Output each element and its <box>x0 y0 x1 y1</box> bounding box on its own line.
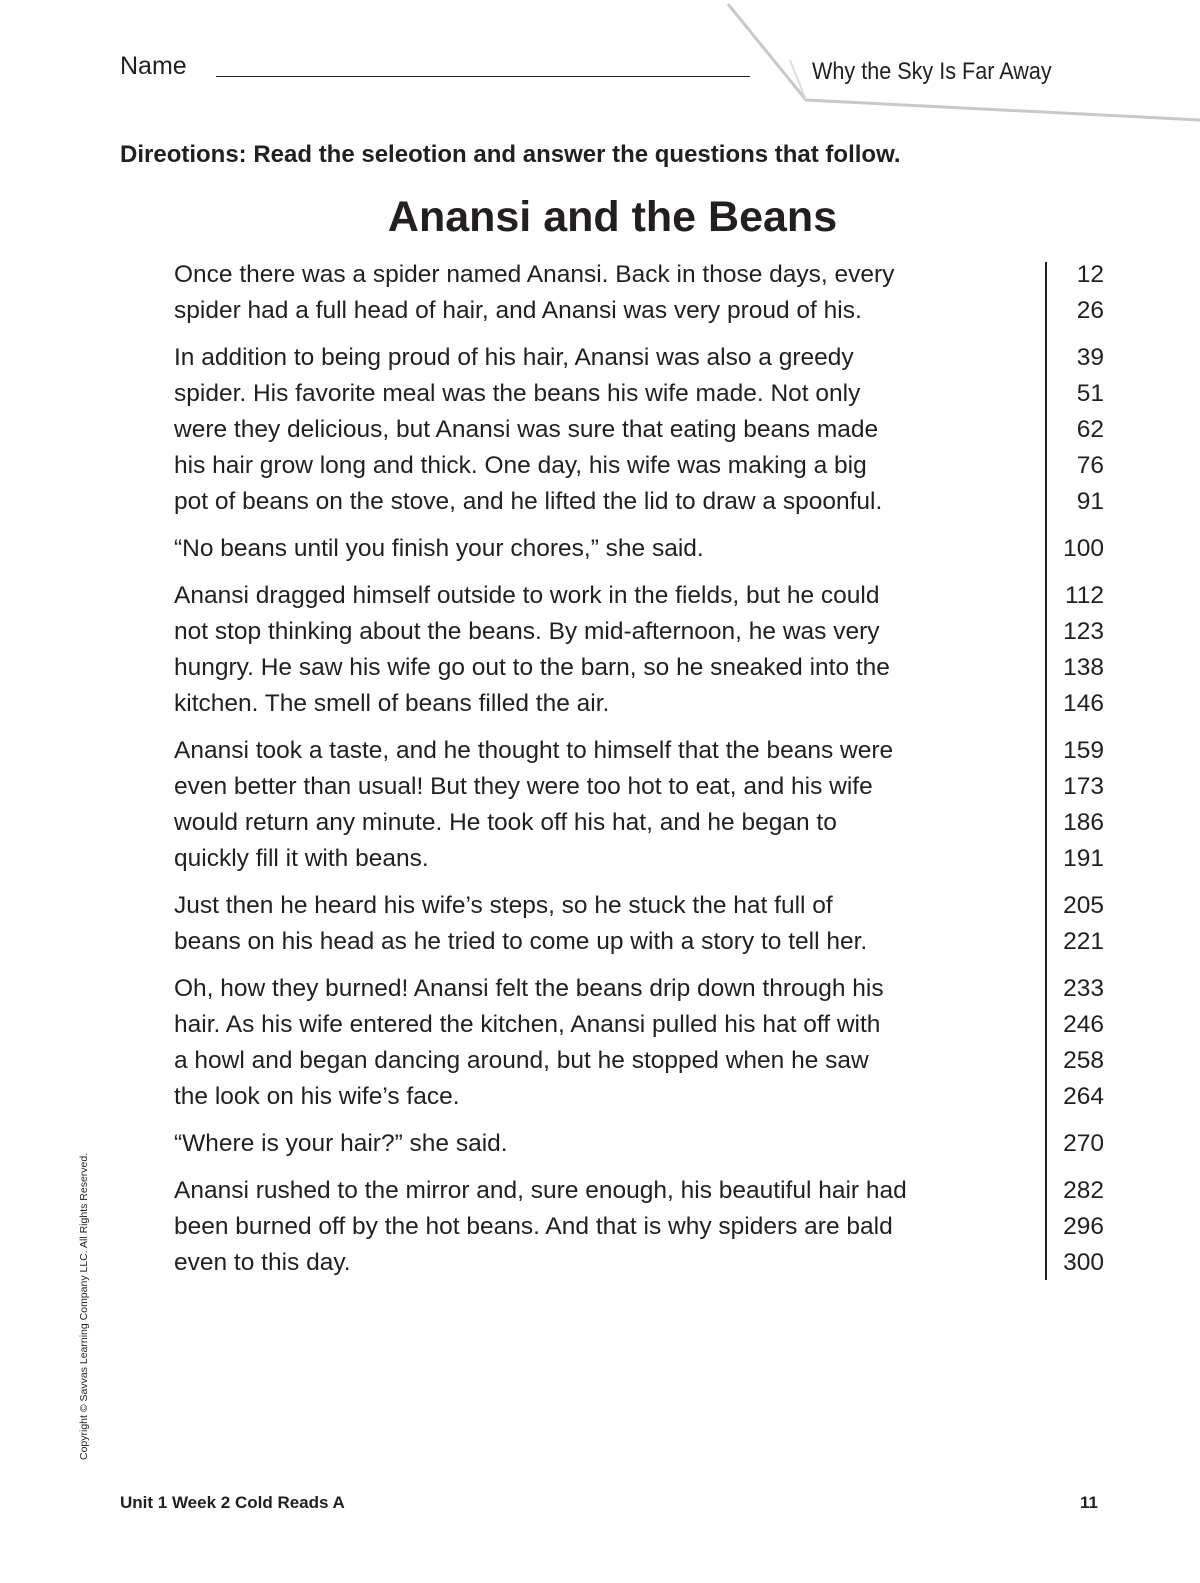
line-text: even to this day. <box>174 1249 351 1276</box>
passage-line <box>174 578 1114 614</box>
line-text: In addition to being proud of his hair, Anansi was also a greedy <box>174 344 854 371</box>
running-word-count: 26 <box>1076 297 1104 324</box>
passage-line <box>174 1209 1114 1245</box>
paragraph <box>174 257 1114 329</box>
name-label: Name <box>120 52 187 80</box>
line-text: Oh, how they burned! Anansi felt the beans drip down through his <box>174 975 884 1002</box>
passage-line <box>174 376 1114 412</box>
running-word-count: 146 <box>1063 690 1104 717</box>
name-write-line <box>216 76 750 77</box>
passage-line <box>174 257 1114 293</box>
paragraph <box>174 888 1114 960</box>
paragraph <box>174 578 1114 722</box>
line-text: pot of beans on the stove, and he lifted the lid to draw a spoonful. <box>174 488 883 515</box>
passage-line <box>174 1173 1114 1209</box>
passage-line <box>174 1007 1114 1043</box>
line-text: quickly fill it with beans. <box>174 845 429 872</box>
running-word-count: 205 <box>1063 892 1104 919</box>
line-text: even better than usual! But they were too hot to eat, and his wife <box>174 773 873 800</box>
passage-line <box>174 1126 1114 1162</box>
running-word-count: 62 <box>1076 416 1104 443</box>
line-text: would return any minute. He took off his hat, and he began to <box>174 809 837 836</box>
running-word-count: 159 <box>1063 737 1104 764</box>
running-word-count: 233 <box>1063 975 1104 1002</box>
passage-line <box>174 1043 1114 1079</box>
running-word-count: 282 <box>1063 1177 1104 1204</box>
line-text: Anansi dragged himself outside to work in the fields, but he could <box>174 582 880 609</box>
running-word-count: 300 <box>1063 1249 1104 1276</box>
paragraph <box>174 1126 1114 1162</box>
passage-line <box>174 769 1114 805</box>
line-text: spider had a full head of hair, and Anansi was very proud of his. <box>174 297 862 324</box>
running-word-count: 191 <box>1063 845 1104 872</box>
line-text: spider. His favorite meal was the beans his wife made. Not only <box>174 380 861 407</box>
paragraph <box>174 1173 1114 1281</box>
paragraph <box>174 531 1114 567</box>
passage-line <box>174 484 1114 520</box>
passage-line <box>174 733 1114 769</box>
line-text: hair. As his wife entered the kitchen, Anansi pulled his hat off with <box>174 1011 881 1038</box>
passage <box>174 257 1114 1292</box>
paragraph <box>174 971 1114 1115</box>
line-text: “No beans until you finish your chores,” she said. <box>174 535 704 562</box>
passage-line <box>174 412 1114 448</box>
line-text: kitchen. The smell of beans filled the air. <box>174 690 610 717</box>
passage-line <box>174 924 1114 960</box>
running-word-count: 51 <box>1076 380 1104 407</box>
passage-line <box>174 650 1114 686</box>
passage-line <box>174 1079 1114 1115</box>
passage-line <box>174 531 1114 567</box>
running-word-count: 296 <box>1063 1213 1104 1240</box>
running-word-count: 270 <box>1063 1130 1104 1157</box>
line-text: Anansi took a taste, and he thought to himself that the beans were <box>174 737 894 764</box>
running-word-count: 258 <box>1063 1047 1104 1074</box>
line-text: hungry. He saw his wife go out to the barn, so he sneaked into the <box>174 654 890 681</box>
running-word-count: 123 <box>1063 618 1104 645</box>
passage-line <box>174 686 1114 722</box>
line-text: his hair grow long and thick. One day, his wife was making a big <box>174 452 867 479</box>
passage-line <box>174 971 1114 1007</box>
line-text: a howl and began dancing around, but he stopped when he saw <box>174 1047 869 1074</box>
running-word-count: 246 <box>1063 1011 1104 1038</box>
passage-line <box>174 841 1114 877</box>
running-word-count: 138 <box>1063 654 1104 681</box>
passage-line <box>174 293 1114 329</box>
running-word-count: 221 <box>1063 928 1104 955</box>
line-text: been burned off by the hot beans. And that is why spiders are bald <box>174 1213 893 1240</box>
line-text: Anansi rushed to the mirror and, sure enough, his beautiful hair had <box>174 1177 907 1204</box>
running-word-count: 264 <box>1063 1083 1104 1110</box>
line-text: Just then he heard his wife’s steps, so he stuck the hat full of <box>174 892 833 919</box>
story-tag: Why the Sky Is Far Away <box>812 58 1052 85</box>
line-text: “Where is your hair?” she said. <box>174 1130 508 1157</box>
running-word-count: 91 <box>1076 488 1104 515</box>
paragraph <box>174 340 1114 520</box>
running-word-count: 76 <box>1076 452 1104 479</box>
line-text: not stop thinking about the beans. By mid-afternoon, he was very <box>174 618 880 645</box>
running-word-count: 112 <box>1064 582 1104 609</box>
running-word-count: 173 <box>1063 773 1104 800</box>
line-text: beans on his head as he tried to come up with a story to tell her. <box>174 928 868 955</box>
passage-line <box>174 448 1114 484</box>
line-text: Once there was a spider named Anansi. Back in those days, every <box>174 261 895 288</box>
passage-line <box>174 805 1114 841</box>
paragraph <box>174 733 1114 877</box>
passage-line <box>174 340 1114 376</box>
passage-line <box>174 888 1114 924</box>
running-word-count: 12 <box>1076 261 1104 288</box>
directions: Direotions: Read the seleotion and answer the questions that follow. <box>120 141 901 168</box>
line-text: were they delicious, but Anansi was sure that eating beans made <box>174 416 879 443</box>
footer-unit-label: Unit 1 Week 2 Cold Reads A <box>120 1493 345 1512</box>
running-word-count: 100 <box>1063 535 1104 562</box>
passage-line <box>174 1245 1114 1281</box>
copyright-notice: Copyright © Savvas Learning Company LLC. All Rights Reserved. <box>78 1152 90 1460</box>
page-number: 11 <box>1080 1493 1098 1512</box>
passage-line <box>174 614 1114 650</box>
line-text: the look on his wife’s face. <box>174 1083 460 1110</box>
word-count-rule <box>1045 262 1047 1280</box>
story-title: Anansi and the Beans <box>387 193 838 241</box>
running-word-count: 39 <box>1076 344 1104 371</box>
running-word-count: 186 <box>1063 809 1104 836</box>
